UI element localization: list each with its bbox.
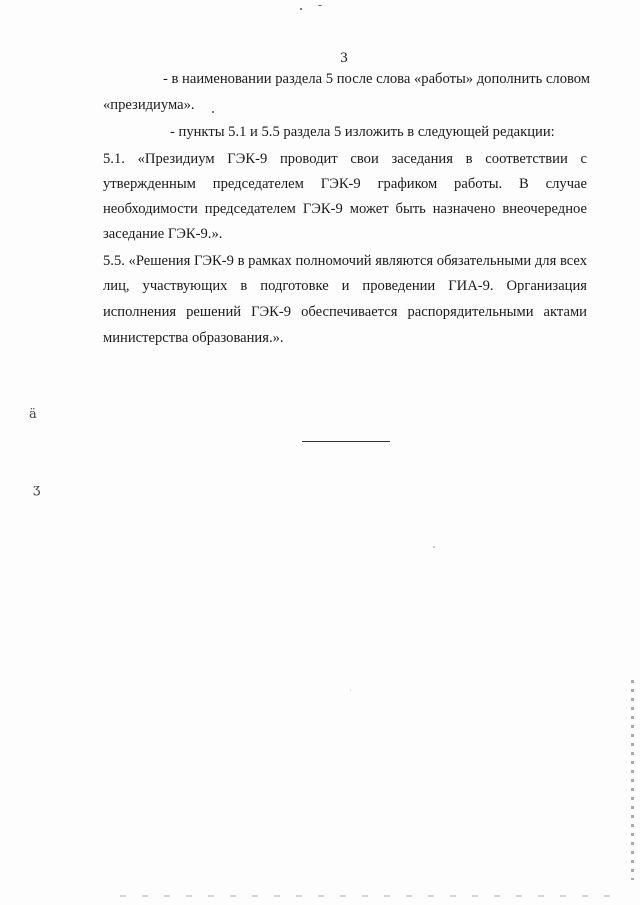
scan-speck	[300, 8, 302, 10]
scan-speck	[318, 5, 322, 6]
paragraph-line: 5.5. «Решения ГЭК-9 в рамках полномочий являются обязательными для всех	[103, 253, 587, 269]
paragraph-line: исполнения решений ГЭК-9 обеспечивается распорядительными актами	[103, 304, 587, 320]
scan-speck	[212, 111, 214, 113]
paragraph-line: - в наименовании раздела 5 после слова «работы» дополнить словом	[163, 71, 591, 87]
scan-edge-marks	[631, 680, 634, 880]
scan-bottom-marks	[120, 895, 620, 897]
scan-speck	[350, 690, 351, 691]
end-divider	[302, 441, 390, 442]
scan-speck	[433, 546, 435, 548]
paragraph-line: министерства образования.».	[103, 330, 284, 346]
scan-artifact: ʒ	[33, 482, 41, 497]
paragraph-line: заседание ГЭК-9.».	[103, 226, 223, 242]
page-number: 3	[340, 50, 348, 66]
paragraph-line: необходимости председателем ГЭК-9 может быть назначено внеочередное	[103, 201, 587, 217]
scan-artifact: ä	[29, 407, 37, 422]
paragraph-line: лиц, участвующих в подготовке и проведении ГИА-9. Организация	[103, 278, 587, 294]
paragraph-line: утвержденным председателем ГЭК-9 графиком работы. В случае	[103, 176, 587, 192]
paragraph-line: - пункты 5.1 и 5.5 раздела 5 изложить в следующей редакции:	[170, 124, 555, 140]
paragraph-line: «президиума».	[103, 97, 195, 113]
paragraph-line: 5.1. «Президиум ГЭК-9 проводит свои заседания в соответствии с	[103, 151, 587, 167]
